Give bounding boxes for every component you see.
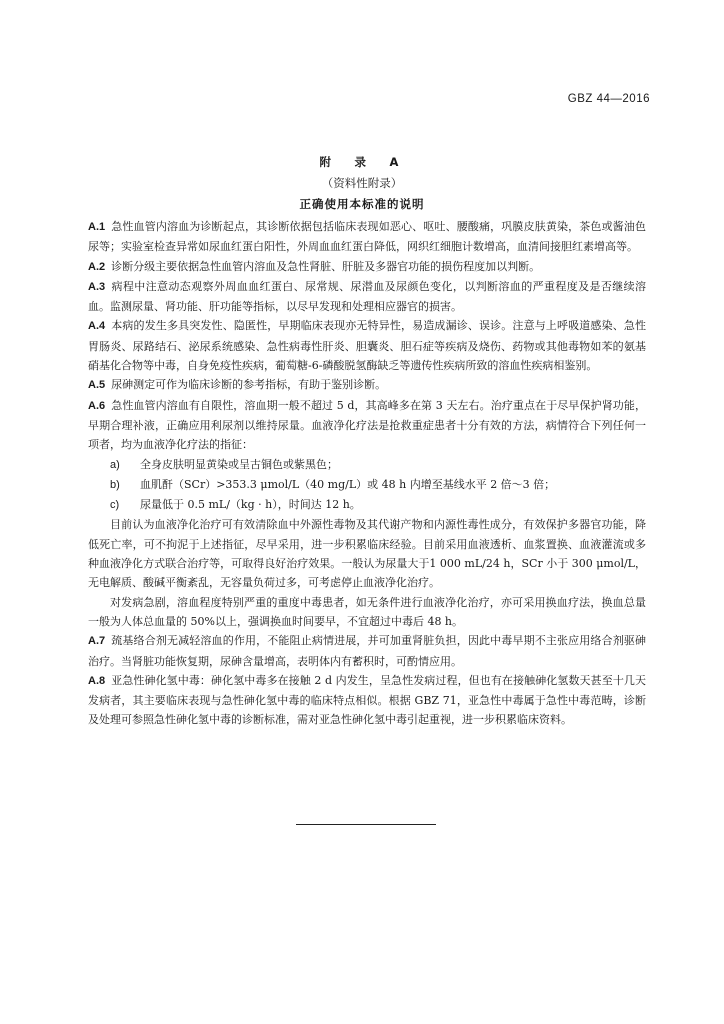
list-label: b) (110, 478, 120, 491)
list-label: a) (110, 458, 120, 471)
annex-subtitle: （资料性附录） (321, 176, 403, 190)
list-text: 血肌酐（SCr）>353.3 μmol/L（40 mg/L）或 48 h 内增至基线水平 2 倍～3 倍； (140, 477, 556, 491)
clause-code: A.8 (88, 674, 106, 687)
list-item (88, 475, 646, 495)
list-text: 尿量低于 0.5 mL/（kg · h），时间达 12 h。 (140, 498, 361, 512)
annex-body (88, 217, 646, 730)
clause-code: A.1 (88, 221, 106, 233)
clause-a3 (88, 277, 646, 317)
clause-a6-paragraph-2: 目前认为血液净化治疗可有效清除血中外源性毒物及其代谢产物和内源性毒性成分，有效保护多器官功能，降低死亡率，可不拘泥于上述指征，尽早采用，进一步积累临床经验。目前采用血液透析、血浆置换、血液灌流或多种血液净化方式联合治疗等，可取得良好治疗效果。一般认为尿量大于1 000 mL/24 h，SCr 小于 300 μmol/L，无电解质、酸碱平衡紊乱，无容量负荷过多，可考虑停止血液净化治疗。 (88, 518, 646, 590)
clause-code: A.5 (88, 379, 106, 392)
clause-code: A.6 (88, 399, 106, 412)
list-item (88, 455, 646, 475)
clause-text: 尿砷测定可作为临床诊断的参考指标，有助于鉴别诊断。 (111, 378, 387, 392)
clause-text: 诊断分级主要依据急性血管内溶血及急性肾脏、肝脏及多器官功能的损伤程度加以判断。 (111, 259, 541, 273)
list-item (88, 495, 646, 515)
clause-a7 (88, 631, 646, 671)
clause-code: A.7 (88, 635, 106, 648)
clause-code: A.4 (88, 320, 106, 333)
clause-a6 (88, 396, 646, 455)
standard-code: GBZ 44—2016 (567, 93, 650, 105)
annex-heading: 正确使用本标准的说明 (299, 197, 425, 211)
end-rule (296, 824, 436, 825)
clause-a6-paragraph-3: 对发病急剧，溶血程度特别严重的重度中毒患者，如无条件进行血液净化治疗，亦可采用换血疗法，换血总量一般为人体总血量的 50%以上，强调换血时间要早，不宜超过中毒后 48 h。 (88, 595, 646, 628)
clause-text: 病程中注意动态观察外周血血红蛋白、尿常规、尿潜血及尿颜色变化，以判断溶血的严重程度及是否继续溶血。监测尿量、肾功能、肝功能等指标，以尽早发现和处理相应器官的损害。 (88, 279, 646, 314)
clause-code: A.3 (88, 280, 106, 293)
clause-text: 巯基络合剂无减轻溶血的作用，不能阻止病情进展，并可加重肾脏负担，因此中毒早期不主张应用络合剂驱砷治疗。当肾脏功能恢复期，尿砷含量增高，表明体内有蓄积时，可酌情应用。 (88, 634, 646, 668)
clause-a1 (88, 217, 646, 257)
clause-text: 急性血管内溶血有自限性，溶血期一般不超过 5 d，其高峰多在第 3 天左右。治疗重点在于尽早保护肾功能，早期合理补液，正确应用利尿剂以维持尿量。血液净化疗法是抢救重症患者十分有效的方法，病情符合下列任何一项者，均为血液净化疗法的指征： (88, 398, 646, 452)
clause-a8 (88, 671, 646, 730)
clause-text: 亚急性砷化氢中毒：砷化氢中毒多在接触 2 d 内发生，呈急性发病过程，但也有在接触砷化氢数天甚至十几天发病者，其主要临床表现与急性砷化氢中毒的临床特点相似。根据 GBZ 71，亚急性中毒属于急性中毒范畴，诊断及处理可参照急性砷化氢中毒的诊断标准，需对亚急性砷化氢中毒引起重视，进一步积累临床资料。 (88, 673, 646, 727)
list-label: c) (110, 499, 120, 512)
annex-titles (0, 152, 724, 215)
clause-text: 急性血管内溶血为诊断起点，其诊断依据包括临床表现如恶心、呕吐、腰酸痛，巩膜皮肤黄染，茶色或酱油色尿等；实验室检查异常如尿血红蛋白阳性，外周血血红蛋白降低，网织红细胞计数增高，血清间接胆红素增高等。 (88, 220, 646, 254)
clause-a4 (88, 316, 646, 375)
clause-a5 (88, 375, 646, 395)
list-text: 全身皮肤明显黄染或呈古铜色或紫黑色； (140, 457, 338, 471)
clause-code: A.2 (88, 260, 106, 273)
annex-title: 附 录 A (319, 155, 405, 169)
clause-a2 (88, 257, 646, 277)
clause-text: 本病的发生多具突发性、隐匿性，早期临床表现亦无特异性，易造成漏诊、误诊。注意与上呼吸道感染、急性胃肠炎、尿路结石、泌尿系统感染、急性病毒性肝炎、胆囊炎、胆石症等疾病及烧伤、药物或其他毒物如苯的氨基硝基化合物等中毒，自身免疫性疾病，葡萄糖-6-磷酸脱氢酶缺乏等遗传性疾病所致的溶血性疾病相鉴别。 (88, 319, 646, 373)
